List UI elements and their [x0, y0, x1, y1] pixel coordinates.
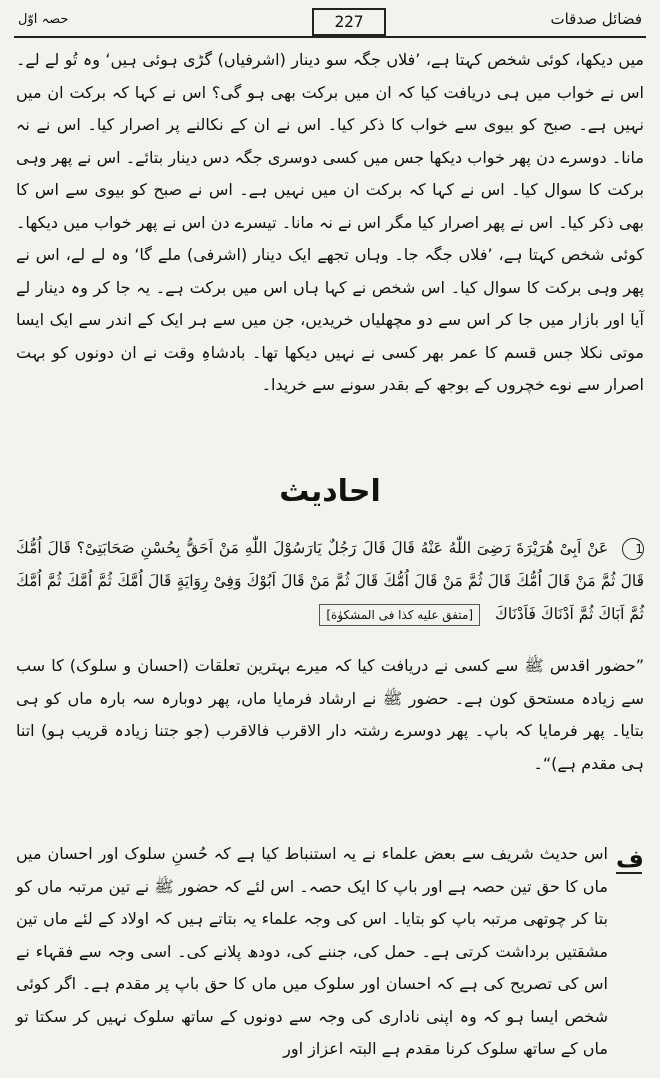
page-number: 227	[312, 8, 386, 36]
hadith-arabic-text: عَنْ اَبِیْ هُرَيْرَةَ رَضِىَ اللّٰهُ عَنْهُ قَالَ قَالَ رَجُلٌ يَارَسُوْلَ اللّٰهِ مَنْ اَحَقُّ بِحُسْنِ صَحَابَتِیْ؟ قَالَ اُمُّكَ قَالَ ثُمَّ مَنْ قَالَ اُمُّكَ قَالَ ثُمَّ مَنْ قَالَ اُمُّكَ قَالَ ثُمَّ مَنْ قَالَ اَبُوْكَ وَفِیْ رِوَايَةٍ قَالَ اُمَّكَ ثُمَّ اُمَّكَ ثُمَّ اُمَّكَ ثُمَّ اَبَاكَ ثُمَّ اَدْنَاكَ فَاَدْنَاكَ	[16, 539, 644, 623]
page-header	[14, 8, 646, 36]
hadith-arabic-block	[16, 532, 644, 631]
intro-paragraph	[16, 44, 644, 402]
section-heading: احادیث	[279, 474, 381, 509]
hadith-translation: ”حضور اقدس ﷺ سے کسی نے دریافت کیا کہ میرے بہترین تعلقات (احسان و سلوک) کا سب سے زیادہ مستحق کون ہے۔ حضور ﷺ نے ارشاد فرمایا ماں، پھر دوبارہ سہ بارہ ماں کو ہی بتایا۔ پھر فرمایا کہ باپ۔ پھر دوسرے رشتہ دار الاقرب فالاقرب (جو جتنا زیادہ قریب ہو) اتنا ہی مقدم ہے)“۔	[16, 656, 644, 773]
hadith-number: 1	[622, 538, 644, 560]
hadith-translation-block	[16, 650, 644, 780]
hadith-reference: [متفق علیه کذا فی المشکوٰة]	[319, 604, 480, 626]
header-rule	[14, 36, 646, 38]
intro-text: میں دیکھا، کوئی شخص کہتا ہے، ’فلاں جگہ سو دینار (اشرفیاں) گڑی ہوئی ہیں‘ وہ تُو لے لے۔ اس نے خواب میں ہی دریافت کیا کہ ان میں برکت بھی ہو گی؟ اس نے کہا کہ برکت ان میں نہیں ہے۔ صبح کو بیوی سے خواب کا ذکر کیا۔ اس نے ان کے نکالنے پر اصرار کیا۔ اس نے نہ مانا۔ دوسرے دن پھر خواب دیکھا جس میں کسی دوسری جگہ دس دینار بتائے۔ اس نے پھر وہی برکت کا سوال کیا۔ اس نے کہا کہ برکت ان میں نہیں ہے۔ اس نے صبح کو بیوی سے اس کا بھی ذکر کیا۔ اس نے پھر اصرار کیا مگر اس نے نہ مانا۔ تیسرے دن اس نے پھر خواب میں دیکھا۔ کوئی شخص کہتا ہے، ’فلاں جگہ جا۔ وہاں تجھے ایک دینار (اشرفی) ملے گا‘ وہ لے لے، اس نے پھر وہی برکت کا سوال کیا۔ اس شخص نے کہا ہاں اس میں برکت ہے۔ یہ جا کر وہ دینار لے آیا اور بازار میں جا کر اس سے دو مچھلیاں خریدیں، جن میں سے ہر ایک کے اندر سے ایک ایسا موتی نکلا جس قسم کا عمر بھر کسی نے نہیں دیکھا تھا۔ بادشاہِ وقت نے ان دونوں کو بہت اصرار سے نوے خچروں کے بوجھ کے بقدر سونے سے خریدا۔	[16, 50, 644, 394]
fawaid-mark: ف	[616, 845, 644, 873]
book-title: فضائل صدقات	[550, 10, 642, 28]
section-label: حصہ اوّل	[18, 12, 69, 27]
fawaid-block	[16, 838, 608, 1066]
fawaid-text: اس حدیث شریف سے بعض علماء نے یہ استنباط کیا ہے کہ حُسنِ سلوک اور احسان میں ماں کا حق تین حصہ ہے اور باپ کا ایک حصہ۔ اس لئے کہ حضور ﷺ نے تین مرتبہ ماں کو بتا کر چوتھی مرتبہ باپ کو بتایا۔ اس کی وجہ علماء یہ بتاتے ہیں کہ اولاد کے لئے ماں تین مشقتیں برداشت کرتی ہے۔ حمل کی، جننے کی، دودھ پلانے کی۔ اسی وجہ سے فقہاء نے اس کی تصریح کی ہے کہ احسان اور سلوک میں ماں کا حق باپ پر مقدم ہے۔ اگر کوئی شخص ایسا ہو کہ وہ اپنی ناداری کی وجہ سے دونوں کے ساتھ سلوک نہیں کر سکتا تو ماں کے ساتھ سلوک کرنا مقدم ہے البتہ اعزاز اور	[16, 844, 608, 1058]
